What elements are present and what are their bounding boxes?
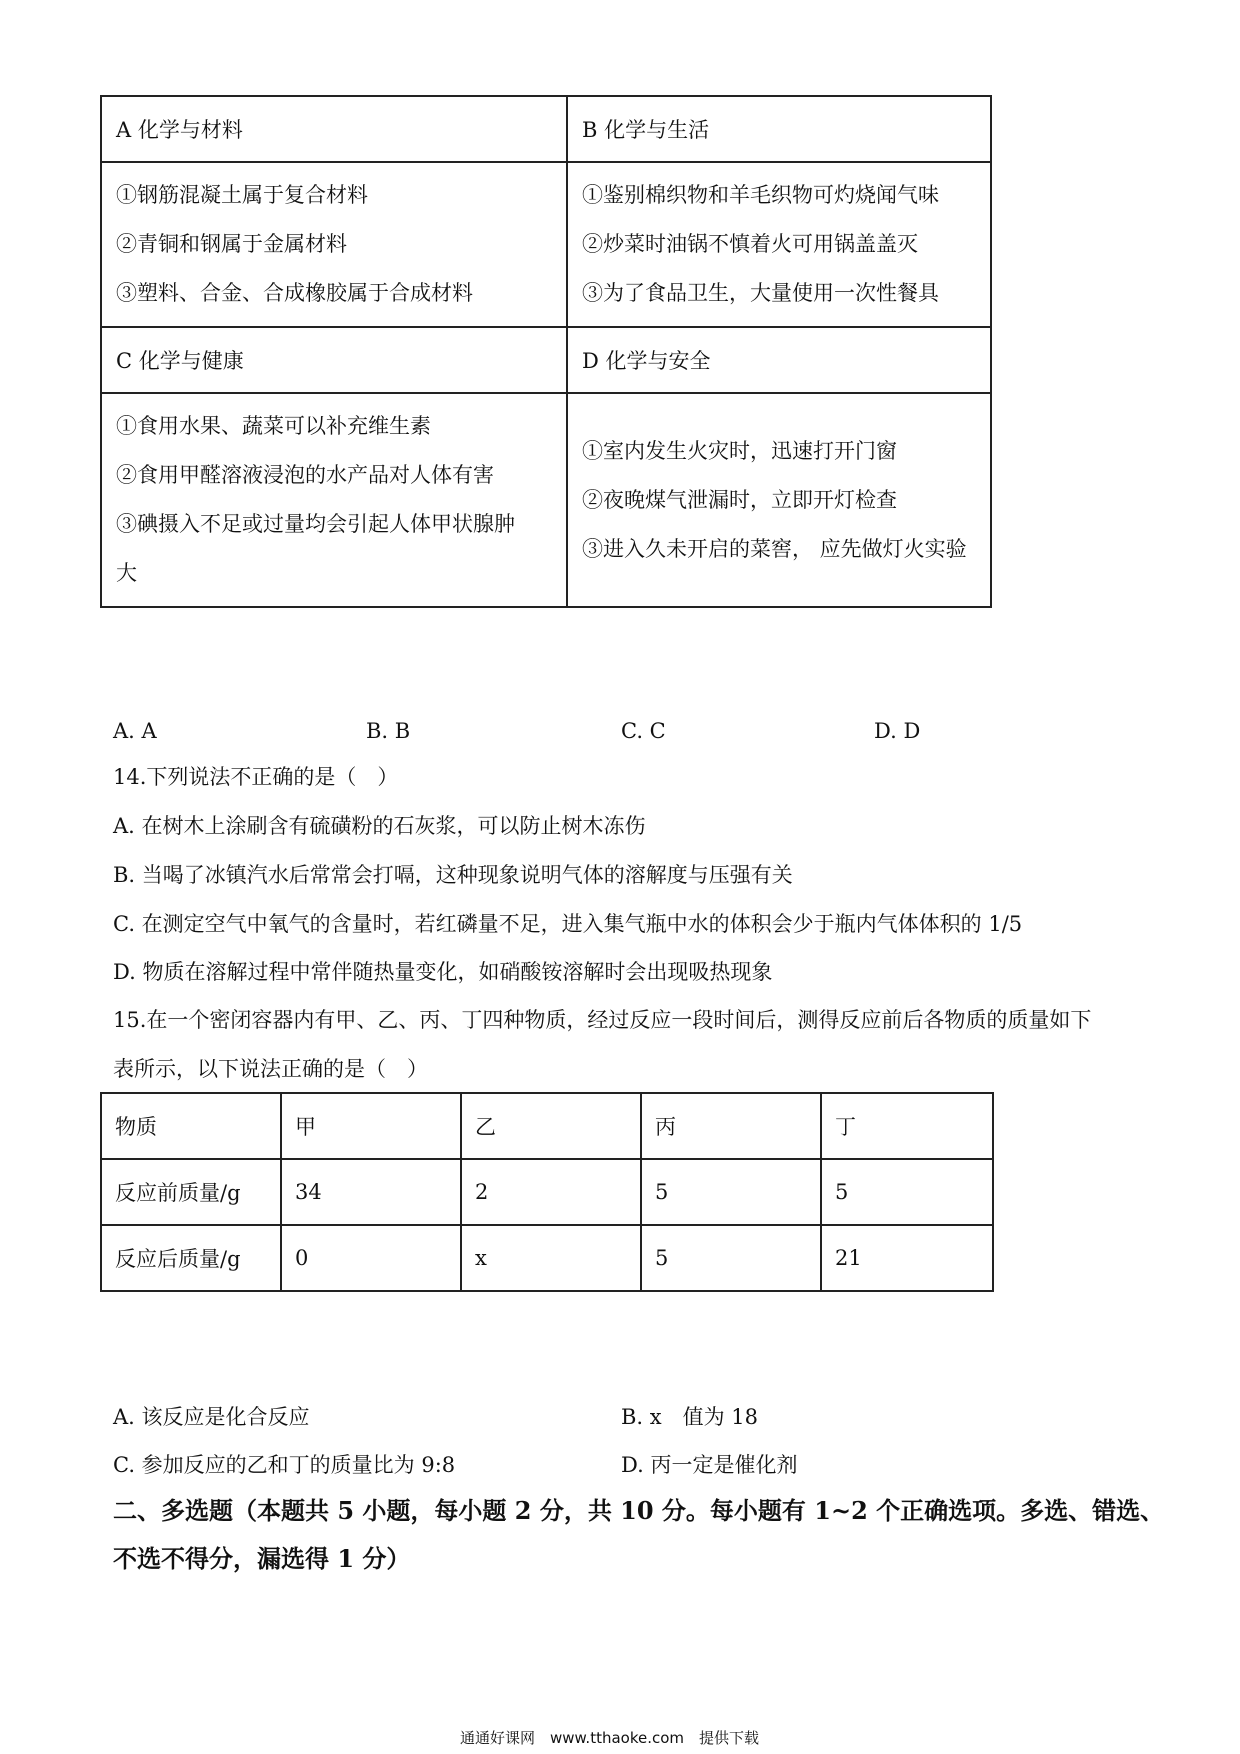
table-cell: 反应后质量/g [101, 1225, 281, 1291]
q15-option-c: C. 参加反应的乙和丁的质量比为 9:8 [113, 1453, 456, 1477]
cell-c-title: C 化学与健康 [101, 327, 567, 393]
q14-option-d: D. 物质在溶解过程中常伴随热量变化，如硝酸铵溶解时会出现吸热现象 [113, 960, 773, 984]
table-cell: 5 [641, 1159, 821, 1225]
c-item-3-cont: 大 [116, 561, 137, 585]
table-cell: 2 [461, 1159, 641, 1225]
header-cell: 甲 [281, 1093, 461, 1159]
section2-heading-line1: 二、多选题（本题共 5 小题，每小题 2 分，共 10 分。每小题有 1~2 个正确选项。多选、错选、 [113, 1496, 1165, 1525]
b-item-3: ③为了食品卫生，大量使用一次性餐具 [582, 281, 939, 305]
table-row [101, 1225, 993, 1291]
c-item-2: ②食用甲醛溶液浸泡的水产品对人体有害 [116, 463, 494, 487]
d-item-1: ①室内发生火灾时，迅速打开门窗 [582, 438, 897, 463]
q13-option-a: A. A [113, 719, 157, 743]
c-item-3: ③碘摄入不足或过量均会引起人体甲状腺肿 [116, 512, 515, 536]
header-cell: 物质 [101, 1093, 281, 1159]
q13-table [100, 95, 992, 608]
table-cell: 0 [281, 1225, 461, 1291]
b-item-1: ①鉴别棉织物和羊毛织物可灼烧闻气味 [582, 183, 939, 207]
section2-heading-line2: 不选不得分，漏选得 1 分） [113, 1544, 411, 1573]
q15-option-b: B. x 值为 18 [621, 1405, 759, 1429]
table-cell: 反应前质量/g [101, 1159, 281, 1225]
header-cell: 乙 [461, 1093, 641, 1159]
d-item-3: ③进入久未开启的菜窖， 应先做灯火实验 [582, 536, 967, 561]
table-cell: 5 [821, 1159, 993, 1225]
cell-a-items [101, 162, 567, 327]
q15-stem-line2: 表所示，以下说法正确的是（ ） [113, 1057, 428, 1081]
c-item-1: ①食用水果、蔬菜可以补充维生素 [116, 414, 431, 438]
q14-option-c: C. 在测定空气中氧气的含量时，若红磷量不足，进入集气瓶中水的体积会少于瓶内气体体积的 1/5 [113, 912, 1023, 936]
table-row [101, 1159, 993, 1225]
cell-d-title: D 化学与安全 [567, 327, 991, 393]
cell-b-items [567, 162, 991, 327]
a-item-2: ②青铜和钢属于金属材料 [116, 232, 347, 256]
table-cell: 21 [821, 1225, 993, 1291]
table-cell: 34 [281, 1159, 461, 1225]
q14-option-b: B. 当喝了冰镇汽水后常常会打嗝，这种现象说明气体的溶解度与压强有关 [113, 863, 793, 887]
q13-option-d: D. D [874, 719, 921, 743]
q14-stem: 14.下列说法不正确的是（ ） [113, 765, 399, 789]
d-item-2: ②夜晚煤气泄漏时，立即开灯检查 [582, 487, 897, 512]
header-cell: 丁 [821, 1093, 993, 1159]
b-item-2: ②炒菜时油锅不慎着火可用锅盖盖灭 [582, 232, 918, 256]
q14-option-a: A. 在树木上涂刷含有硫磺粉的石灰浆，可以防止树木冻伤 [113, 814, 646, 838]
table-cell: 5 [641, 1225, 821, 1291]
header-cell: 丙 [641, 1093, 821, 1159]
table-header-row [101, 1093, 993, 1159]
footer-source: 通通好课网 www.tthaoke.com 提供下载 [460, 1729, 760, 1747]
a-item-1: ①钢筋混凝土属于复合材料 [116, 183, 368, 207]
q15-option-a: A. 该反应是化合反应 [113, 1405, 310, 1429]
cell-a-title: A 化学与材料 [101, 96, 567, 162]
cell-d-items [567, 393, 991, 607]
q15-stem-line1: 15.在一个密闭容器内有甲、乙、丙、丁四种物质，经过反应一段时间后，测得反应前后各物质的质量如下 [113, 1008, 1092, 1032]
q13-option-b: B. B [366, 719, 411, 743]
q15-option-d: D. 丙一定是催化剂 [621, 1453, 798, 1477]
cell-b-title: B 化学与生活 [567, 96, 991, 162]
cell-c-items [101, 393, 567, 607]
a-item-3: ③塑料、合金、合成橡胶属于合成材料 [116, 281, 473, 305]
q15-table [100, 1092, 994, 1292]
table-cell: x [461, 1225, 641, 1291]
q13-option-c: C. C [621, 719, 666, 743]
